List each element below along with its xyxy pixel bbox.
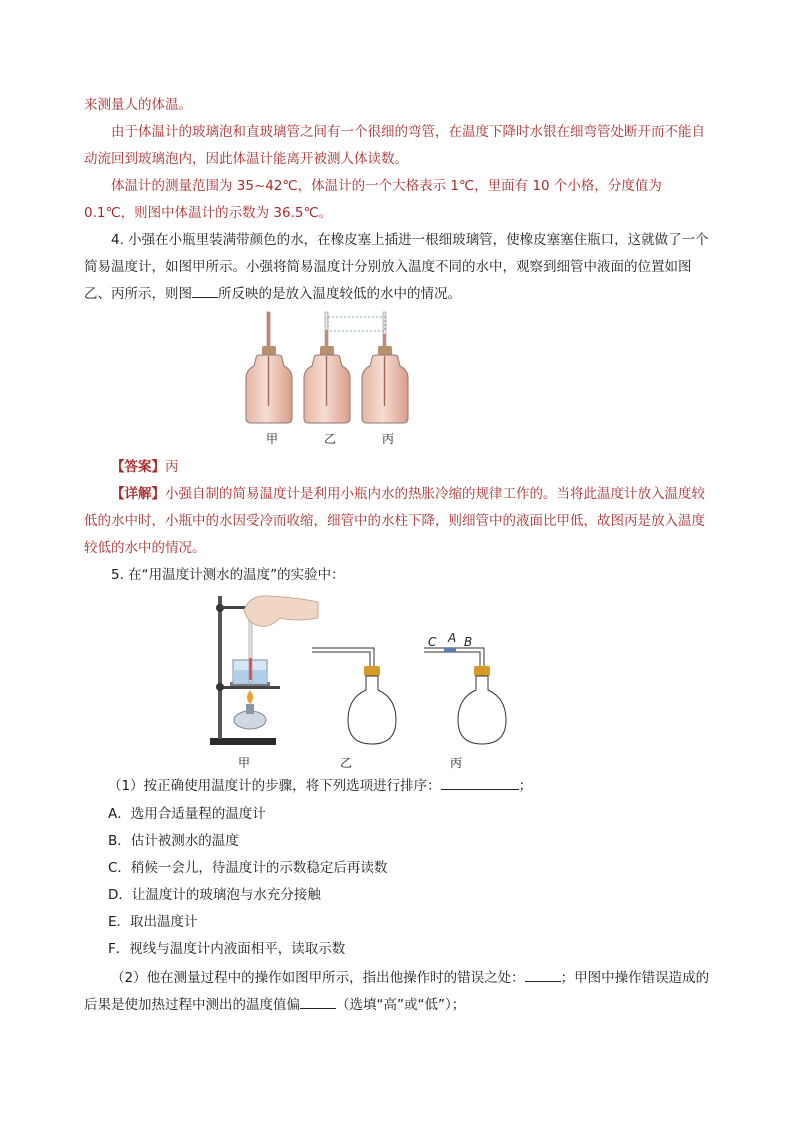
option-b: B．估计被测水的温度 [108,833,239,849]
sub-question-2 [84,965,710,1019]
option-a: A．选用合适量程的温度计 [108,806,266,822]
bottle-yi [304,312,350,423]
caption-yi-1: 乙 [324,432,337,446]
sub-question-1 [108,773,708,800]
sub-question-1-end: ； [518,778,533,794]
detail-paragraph [84,481,710,562]
sub-question-2-text-b: ；甲图中操作错误造成的后果是使加热过程中测出的温度值偏 [84,970,710,1013]
caption-bing-2: 丙 [450,756,463,770]
sub-question-2-text-c: （选填“高”或“低”）； [336,997,466,1013]
option-f: F．视线与温度计内液面相平，读取示数 [108,941,346,957]
explanation-paragraph-1: 由于体温计的玻璃泡和直玻璃管之间有一个很细的弯管，在温度下降时水银在细弯管处断开而不能自动流回到玻璃泡内，因此体温计能离开被测人体读数。 [84,124,705,167]
answer-line [84,454,710,481]
answer-blank[interactable] [192,283,218,298]
bottles-figure [240,310,420,426]
option-c: C．稍候一会儿，待温度计的示数稳定后再读数 [108,860,388,876]
bottle-jia [246,312,292,423]
intro-line: 来测量人的体温。 [84,97,192,113]
option-e: E．取出温度计 [108,914,198,930]
label-a: A [448,631,457,645]
explanation-paragraph-2: 体温计的测量范围为 35~42℃，体温计的一个大格表示 1℃，里面有 10 个小格，分度值为 0.1℃，则图中体温计的示数为 36.5℃。 [84,178,662,221]
question-4-text-a: 4. 小强在小瓶里装满带颜色的水，在橡皮塞上插进一根细玻璃管，使橡皮塞塞住瓶口，这就做了一个简易温度计，如图甲所示。小强将简易温度计分别放入温度不同的水中，观察到细管中液面的位置如图乙、丙所示，则图 [84,232,709,302]
option-d: D．让温度计的玻璃泡与水充分接触 [108,887,321,903]
caption-jia-2: 甲 [238,756,251,770]
dashed-level-box [328,317,385,331]
flask-bing-figure [420,640,530,750]
sub-question-2-text-a: （2）他在测量过程中的操作如图甲所示，指出他操作时的错误之处： [111,970,525,986]
answer-text: 丙 [165,459,179,475]
question-5-title: 5. 在“用温度计测水的温度”的实验中： [111,567,345,583]
question-4-text-b: 所反映的是放入温度较低的水中的情况。 [218,286,461,302]
detail-tag: 【详解】 [111,486,165,502]
caption-yi-2: 乙 [340,756,353,770]
flask-yi-figure [310,640,400,750]
answer-tag: 【答案】 [111,459,165,475]
detail-text: 小强自制的简易温度计是利用小瓶内水的热胀冷缩的规律工作的。当将此温度计放入温度较低的水中时，小瓶中的水因受冷而收缩，细管中的水柱下降，则细管中的液面比甲低，故图丙是放入温度较低的水中的情况。 [84,486,705,556]
question-4-text [84,227,710,308]
label-b: B [464,635,473,649]
high-low-answer-blank[interactable] [300,994,336,1009]
error-answer-blank[interactable] [525,967,561,982]
caption-jia-1: 甲 [266,432,279,446]
caption-bing-1: 丙 [382,432,395,446]
label-c: C [428,635,437,649]
order-answer-blank[interactable] [441,775,519,790]
sub-question-1-text: （1）按正确使用温度计的步骤，将下列选项进行排序： [108,778,441,794]
